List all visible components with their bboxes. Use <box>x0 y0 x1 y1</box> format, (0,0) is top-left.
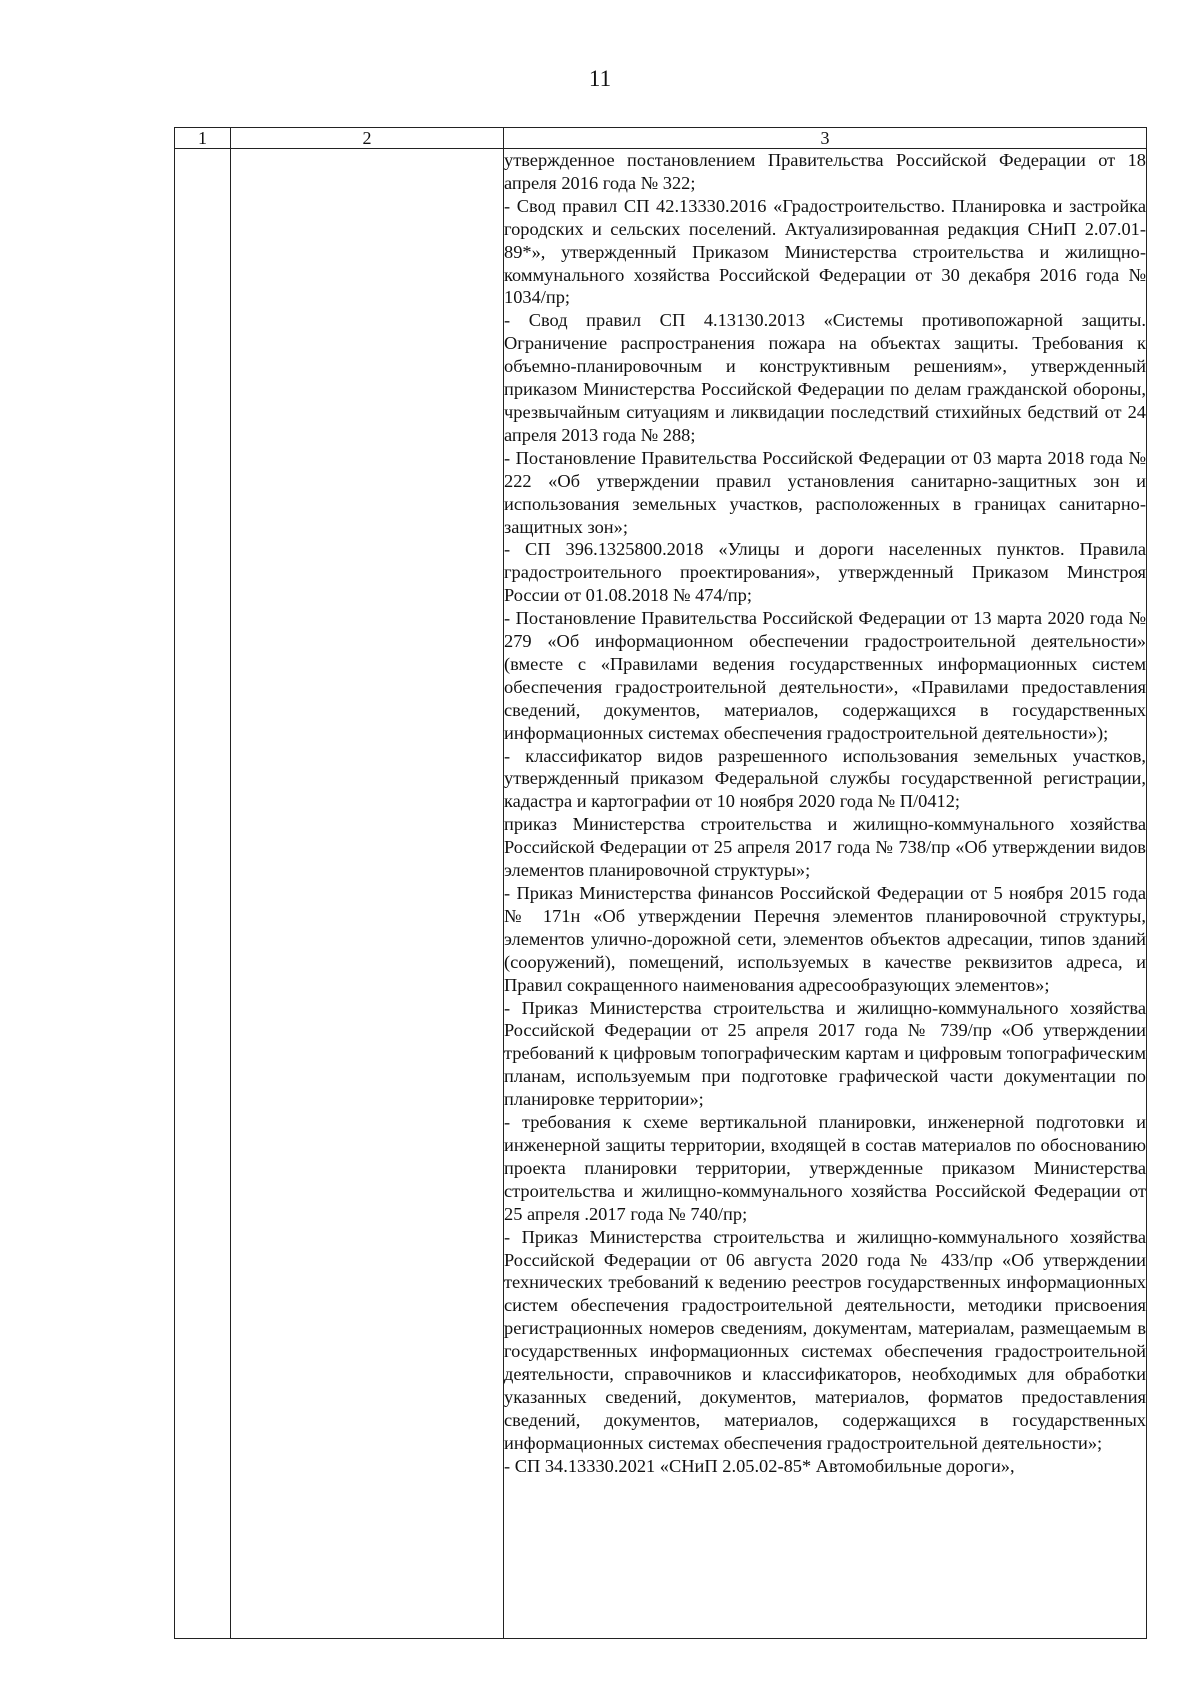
list-item: - Постановление Правительства Российской Федерации от 13 марта 2020 года № 279 «Об информационном обеспечении градостроительной деятельности» (вместе с «Правилами ведения государственных информационных систем обеспечения градостроительной деятельности», «Правилами предоставления сведений, документов, материалов, содержащихся в государственных информационных системах обеспечения градостроительной деятельности»); <box>504 608 1146 743</box>
column-header-3: 3 <box>504 128 1147 149</box>
list-item: - Постановление Правительства Российской Федерации от 03 марта 2018 года № 222 «Об утверждении правил установления санитарно-защитных зон и использования земельных участков, расположенных в границах санитарно-защитных зон»; <box>504 447 1146 537</box>
list-item: - СП 396.1325800.2018 «Улицы и дороги населенных пунктов. Правила градостроительного проектирования», утвержденный Приказом Минстроя России от 01.08.2018 № 474/пр; <box>504 539 1146 606</box>
column-header-2: 2 <box>231 128 504 149</box>
list-item: - Приказ Министерства финансов Российской Федерации от 5 ноября 2015 года № 171н «Об утверждении Перечня элементов планировочной структуры, элементов улично-дорожной сети, элементов объектов адресации, типов зданий (сооружений), помещений, используемых в качестве реквизитов адреса, и Правил сокращенного наименования адресообразующих элементов»; <box>504 883 1146 995</box>
table-row <box>175 149 1147 1639</box>
list-item: утвержденное постановлением Правительства Российской Федерации от 18 апреля 2016 года № 322; <box>504 150 1146 193</box>
column-header-1: 1 <box>175 128 231 149</box>
cell-column-3 <box>504 149 1147 1639</box>
cell-column-2 <box>231 149 504 1639</box>
list-item: приказ Министерства строительства и жилищно-коммунального хозяйства Российской Федерации от 25 апреля 2017 года № 738/пр «Об утверждении видов элементов планировочной структуры»; <box>504 814 1146 881</box>
list-item: - Приказ Министерства строительства и жилищно-коммунального хозяйства Российской Федерации от 25 апреля 2017 года № 739/пр «Об утверждении требований к цифровым топографическим картам и цифровым топографическим планам, используемым при подготовке графической части документации по планировке территории»; <box>504 997 1146 1110</box>
list-item: - Свод правил СП 42.13330.2016 «Градостроительство. Планировка и застройка городских и сельских поселений. Актуализированная редакция СНиП 2.07.01-89*», утвержденный Приказом Министерства строительства и жилищно-коммунального хозяйства Российской Федерации от 30 декабря 2016 года № 1034/пр; <box>504 195 1146 308</box>
table-header-row <box>175 128 1147 149</box>
list-item: - Свод правил СП 4.13130.2013 «Системы противопожарной защиты. Ограничение распространения пожара на объектах защиты. Требования к объемно-планировочным и конструктивным решениям», утвержденный приказом Министерства Российской Федерации по делам гражданской обороны, чрезвычайным ситуациям и ликвидации последствий стихийных бедствий от 24 апреля 2013 года № 288; <box>504 310 1146 445</box>
list-item: - Приказ Министерства строительства и жилищно-коммунального хозяйства Российской Федерации от 06 августа 2020 года № 433/пр «Об утверждении технических требований к ведению реестров государственных информационных систем обеспечения градостроительной деятельности, методики присвоения регистрационных номеров сведениям, документам, материалам, размещаемым в государственных информационных системах обеспечения градостроительной деятельности, справочников и классификаторов, необходимых для обработки указанных сведений, документов, материалов, форматов предоставления сведений, документов, материалов, содержащихся в государственных информационных системах обеспечения градостроительной деятельности»; <box>504 1226 1146 1453</box>
document-table <box>174 127 1147 1639</box>
list-item: - классификатор видов разрешенного использования земельных участков, утвержденный приказом Федеральной службы государственной регистрации, кадастра и картографии от 10 ноября 2020 года № П/0412; <box>504 745 1146 812</box>
list-item: - требования к схеме вертикальной планировки, инженерной подготовки и инженерной защиты территории, входящей в состав материалов по обоснованию проекта планировки территории, утвержденные приказом Министерства строительства и жилищно-коммунального хозяйства Российской Федерации от 25 апреля .2017 года № 740/пр; <box>504 1112 1146 1224</box>
cell-column-1 <box>175 149 231 1639</box>
list-item: - СП 34.13330.2021 «СНиП 2.05.02-85* Автомобильные дороги», <box>504 1455 1015 1476</box>
page-number: 11 <box>588 66 612 91</box>
